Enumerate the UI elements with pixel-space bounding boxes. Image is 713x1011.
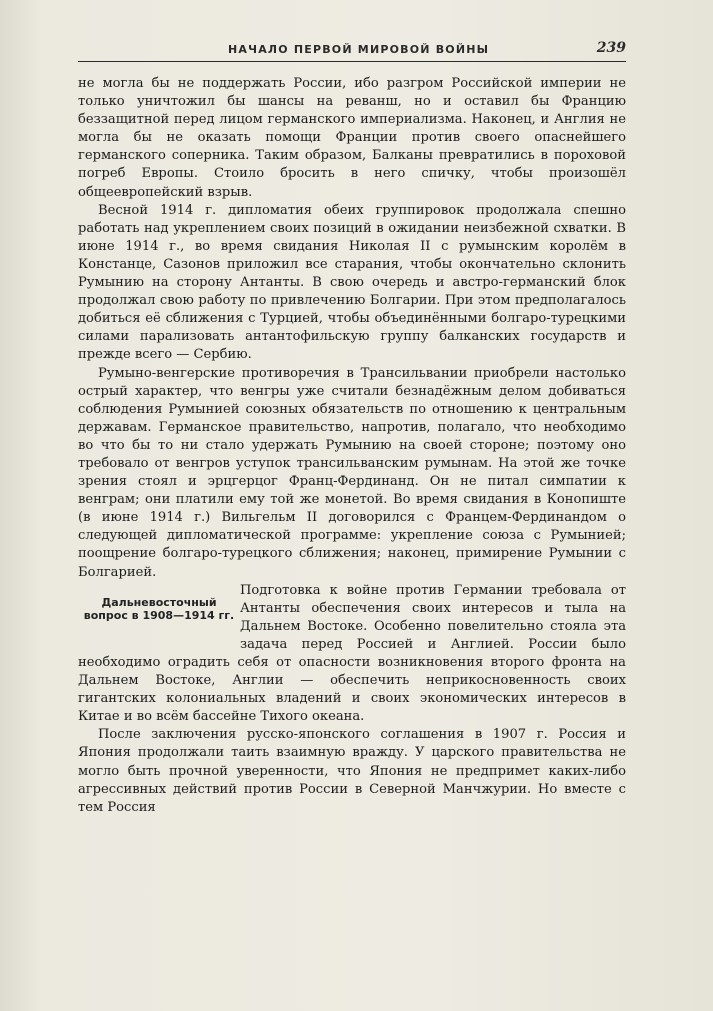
page-header bbox=[78, 39, 626, 62]
body-text bbox=[78, 75, 626, 817]
paragraph-2: Весной 1914 г. дипломатия обеих группировок продолжала спешно работать над укреплением своих позиций в ожидании неизбежной схватки. В июне 1914 г., во время свидания Николая II с румынским королём в Констанце, Сазонов приложил все старания, чтобы окончательно склонить Румынию на сторону Антанты. В свою очередь и австро-германский блок продолжал свою работу по привлечению Болгарии. При этом предполагалось добиться её сближения с Турцией, чтобы объединёнными болгаро-турецкими силами парализовать антантофильскую группу балканских государств и прежде всего — Сербию. bbox=[78, 202, 626, 363]
wrapped-section bbox=[78, 582, 626, 727]
page-number: 239 bbox=[596, 40, 626, 56]
paragraph-5: После заключения русско-японского соглашения в 1907 г. Россия и Япония продолжали таить взаимную вражду. У царского правительства не могло быть прочной уверенности, что Япония не предпримет каких-либо агрессивных действий против России в Северной Манчжурии. Но вместе с тем Россия bbox=[78, 727, 626, 815]
margin-note: Дальневосточный вопрос в 1908—1914 гг. bbox=[83, 595, 235, 622]
paragraph-4: Подготовка к войне против Германии требовала от Антанты обеспечения своих интересов и тыла на Дальнем Востоке. Особенно повелительно стояла эта задача перед Россией и Англией. России было необходимо оградить себя от опасности возникновения второго фронта на Дальнем Востоке, Англии — обеспечить неприкосновенность своих гигантских колониальных владений и своих экономических интересов в Китае и во всём бассейне Тихого океана. bbox=[78, 582, 626, 725]
paragraph-3: Румыно-венгерские противоречия в Трансильвании приобрели настолько острый характер, что венгры уже считали безнадёжным делом добиваться соблюдения Румынией союзных обязательств по отношению к центральным державам. Германское правительство, напротив, полагало, что необходимо во что бы то ни стало удержать Румынию на своей стороне; поэтому оно требовало от венгров уступок трансильванским румынам. На этой же точке зрения стоял и эрцгерцог Франц-Фердинанд. Он не питал симпатии к венграм; они платили ему той же монетой. Во время свидания в Конопиште (в июне 1914 г.) Вильгельм II договорился с Францем-Фердинандом о следующей дипломатической программе: укрепление союза с Румынией; поощрение болгаро-турецкого сближения; наконец, примирение Румынии с Болгарией. bbox=[78, 365, 626, 580]
running-title: НАЧАЛО ПЕРВОЙ МИРОВОЙ ВОЙНЫ bbox=[228, 43, 490, 56]
paragraph-1: не могла бы не поддержать России, ибо разгром Российской империи не только уничтожил бы шансы на реванш, но и оставил бы Францию беззащитной перед лицом германского империализма. Наконец, и Англия не могла бы не оказать помощи Франции против своего опаснейшего германского соперника. Таким образом, Балканы превратились в пороховой погреб Европы. Стоило бросить в него спичку, чтобы произошёл общеевропейский взрыв. bbox=[78, 76, 626, 200]
